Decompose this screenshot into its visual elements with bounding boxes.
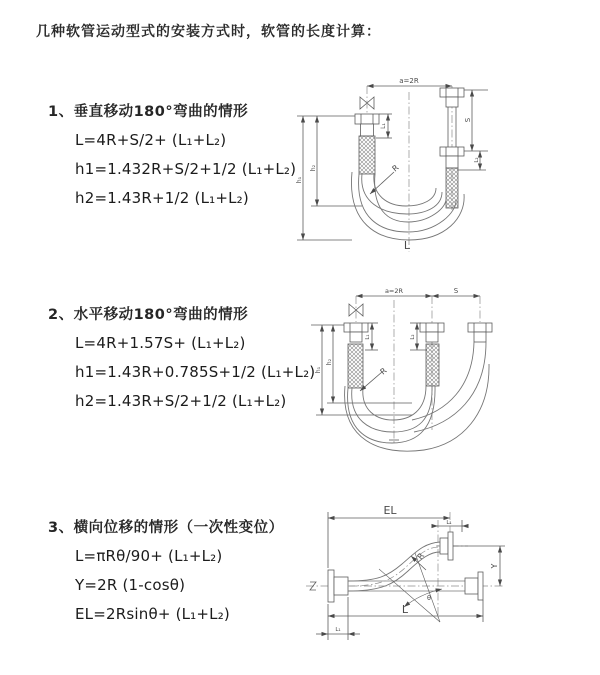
dim-label-a2r: a=2R: [384, 287, 404, 295]
section-1-heading: 1、垂直移动180°弯曲的情形: [48, 104, 249, 120]
radius-label: R: [390, 163, 401, 174]
diagram-horizontal-180-bend: [295, 283, 600, 455]
section-2-heading: 2、水平移动180°弯曲的情形: [48, 307, 249, 323]
dim-label-h1: h₁: [296, 176, 303, 184]
dim-label-l1-top: L₁: [446, 520, 452, 526]
section-2: [48, 303, 315, 421]
dim-label-h1: h₁: [315, 366, 322, 374]
formula: L=4R+S/2+ (L₁+L₂): [75, 131, 227, 149]
formula: L=4R+1.57S+ (L₁+L₂): [75, 334, 246, 352]
dim-label-h2: h₂: [310, 164, 317, 172]
theta-label: θ: [427, 594, 431, 602]
radius-label: R: [378, 366, 389, 377]
dim-label-l2: L₂: [410, 334, 416, 340]
dim-label-h2: h₂: [326, 358, 333, 366]
formula: h2=1.43R+S/2+1/2 (L₁+L₂): [75, 392, 287, 410]
page-title: 几种软管运动型式的安装方式时，软管的长度计算：: [36, 24, 381, 40]
dim-label-l1: L₁: [365, 334, 371, 340]
formula: Y=2R (1-cosθ): [75, 576, 186, 594]
section-3: [48, 516, 284, 634]
dim-label-l1: L₁: [380, 123, 387, 129]
formula: h1=1.432R+S/2+1/2 (L₁+L₂): [75, 160, 297, 178]
dim-label-a2r: a=2R: [399, 77, 419, 85]
length-label: L: [401, 603, 409, 616]
dim-label-l1-bottom: L₁: [335, 627, 341, 633]
diagram-vertical-180-bend: [280, 70, 590, 265]
dim-label-y: Y: [490, 563, 499, 569]
dim-label-s: S: [464, 117, 472, 123]
section-1: [48, 100, 296, 218]
section-3-heading: 3、横向位移的情形（一次性变位）: [48, 520, 284, 536]
diagram-lateral-displacement: [300, 498, 595, 648]
formula: h1=1.43R+0.785S+1/2 (L₁+L₂): [75, 363, 316, 381]
radius-label: R: [415, 551, 427, 562]
section-1-formulas: [75, 131, 296, 208]
length-label: L: [403, 239, 411, 252]
section-3-formulas: [75, 547, 284, 624]
formula: EL=2Rsinθ+ (L₁+L₂): [75, 605, 230, 623]
formula: h2=1.43R+1/2 (L₁+L₂): [75, 189, 249, 207]
formula: L=πRθ/90+ (L₁+L₂): [75, 547, 223, 565]
section-2-formulas: [75, 334, 315, 411]
dim-label-l2: L₂: [474, 157, 480, 163]
dim-label-el: EL: [383, 504, 397, 517]
dim-label-s: S: [453, 287, 459, 295]
